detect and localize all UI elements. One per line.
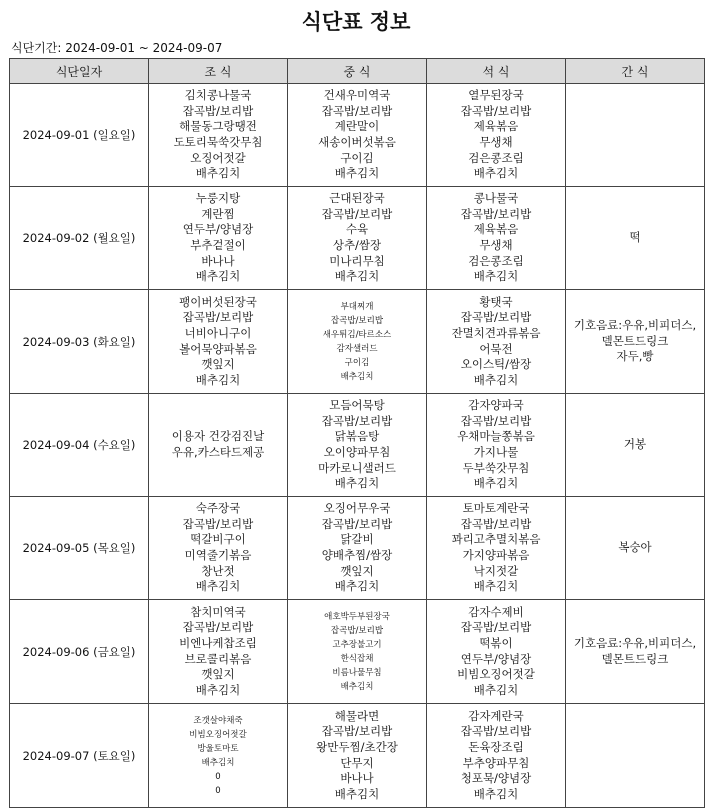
- dinner-item: 어묵전: [479, 341, 513, 356]
- lunch-item: 왕만두찜/초간장: [316, 739, 398, 754]
- breakfast-item: 브로콜리볶음: [184, 651, 252, 666]
- snack-item: 기호음료:우유,비피더스,: [573, 635, 697, 650]
- breakfast-item: 부추겉절이: [190, 238, 246, 252]
- lunch-cell: [288, 84, 427, 187]
- lunch-item: 바나나: [340, 771, 374, 786]
- dinner-item: 가지나물: [473, 445, 519, 459]
- dinner-item: 잡곡밥/보리밥: [460, 103, 532, 118]
- lunch-item: 한식잡채: [340, 653, 374, 664]
- breakfast-item: 잡곡밥/보리밥: [182, 516, 254, 531]
- dinner-item: 잔멸치견과류볶음: [451, 325, 541, 340]
- breakfast-item: 잡곡밥/보리밥: [182, 310, 254, 325]
- breakfast-item: 연두부/양념장: [182, 222, 254, 237]
- lunch-item: 닭볶음탕: [334, 429, 380, 444]
- breakfast-item: 숙주장국: [195, 501, 241, 516]
- lunch-item-list: [288, 300, 426, 384]
- lunch-item-list: [288, 398, 426, 492]
- breakfast-item: 이용자 건강검진날: [171, 429, 265, 444]
- snack-cell: [566, 84, 705, 187]
- dinner-item: 감자양파국: [468, 398, 524, 413]
- breakfast-item-list: [149, 429, 287, 460]
- breakfast-item: 계란찜: [201, 206, 235, 221]
- dinner-item-list: [427, 501, 565, 595]
- dinner-cell: [427, 290, 566, 394]
- lunch-item: 단무지: [340, 755, 374, 770]
- lunch-item: 잡곡밥/보리밥: [321, 103, 393, 118]
- lunch-item-list: [288, 610, 426, 694]
- lunch-cell: [288, 497, 427, 600]
- breakfast-item: 0: [215, 785, 221, 796]
- lunch-item: 배추김치: [334, 166, 380, 181]
- snack-item-list: [566, 318, 704, 365]
- breakfast-item: 방울토마토: [197, 743, 239, 754]
- dinner-item: 배추김치: [473, 786, 519, 801]
- page-title: 식단표 정보: [301, 10, 411, 34]
- menu-period: 식단기간: 2024-09-01 ~ 2024-09-07: [11, 41, 223, 55]
- menu-table: [9, 58, 705, 808]
- breakfast-item: 배추김치: [195, 166, 241, 181]
- breakfast-item-list: [149, 88, 287, 182]
- breakfast-item: 우유,카스타드제공: [171, 445, 265, 459]
- dinner-item: 검은콩조림: [468, 150, 524, 165]
- lunch-item: 잡곡밥/보리밥: [321, 516, 393, 531]
- lunch-cell: [288, 600, 427, 704]
- dinner-item: 꽈리고추멸치볶음: [451, 532, 541, 547]
- dinner-item: 감자수제비: [468, 604, 524, 619]
- dinner-item: 가지양파볶음: [462, 548, 530, 562]
- lunch-item: 새송이버섯볶음: [318, 135, 396, 149]
- lunch-item: 계란말이: [334, 119, 380, 134]
- breakfast-item: 비빔오징어젓갈: [189, 729, 247, 740]
- column-header-snack: 간 식: [566, 59, 705, 84]
- breakfast-item: 참치미역국: [190, 604, 246, 619]
- dinner-item: 두부쑥갓무침: [462, 460, 530, 475]
- breakfast-item: 비엔나케찹조림: [179, 635, 257, 650]
- breakfast-cell: [149, 497, 288, 600]
- dinner-item: 돈육장조림: [468, 739, 524, 754]
- lunch-item: 부대찌개: [340, 301, 374, 312]
- snack-cell: [566, 704, 705, 808]
- lunch-item: 잡곡밥/보리밥: [321, 724, 393, 739]
- lunch-item: 건새우미역국: [323, 88, 391, 103]
- lunch-cell: [288, 394, 427, 497]
- snack-cell: [566, 290, 705, 394]
- breakfast-item: 너비아니구이: [184, 325, 252, 340]
- breakfast-item: 볼어묵양파볶음: [179, 341, 257, 356]
- dinner-item: 황탯국: [479, 294, 513, 309]
- breakfast-item-list: [149, 605, 287, 699]
- table-row: [10, 187, 705, 290]
- dinner-item: 잡곡밥/보리밥: [460, 413, 532, 428]
- dinner-cell: [427, 394, 566, 497]
- breakfast-item-list: [149, 714, 287, 798]
- breakfast-cell: [149, 290, 288, 394]
- lunch-item: 닭갈비: [340, 532, 374, 547]
- dinner-cell: [427, 704, 566, 808]
- dinner-item-list: [427, 398, 565, 492]
- breakfast-item: 배추김치: [195, 579, 241, 594]
- dinner-item: 배추김치: [473, 682, 519, 697]
- dinner-item: 비빔오징어젓갈: [457, 667, 535, 682]
- dinner-item: 열무된장국: [468, 88, 524, 103]
- breakfast-item: 0: [215, 771, 221, 782]
- dinner-item: 무생채: [479, 135, 513, 149]
- dinner-item-list: [427, 709, 565, 803]
- breakfast-cell: [149, 394, 288, 497]
- column-header-lunch: 중 식: [288, 59, 427, 84]
- snack-item-list: [566, 437, 704, 453]
- date-cell: 2024-09-05 (목요일): [10, 497, 149, 600]
- dinner-item: 검은콩조림: [468, 253, 524, 268]
- date-cell: 2024-09-03 (화요일): [10, 290, 149, 394]
- table-row: [10, 497, 705, 600]
- snack-item: 복숭아: [618, 540, 652, 555]
- dinner-item-list: [427, 295, 565, 389]
- breakfast-item: 바나나: [201, 253, 235, 268]
- snack-cell: [566, 600, 705, 704]
- lunch-item: 마카로니샐러드: [318, 460, 396, 475]
- lunch-item: 수육: [345, 222, 369, 237]
- breakfast-item: 김치콩나물국: [184, 88, 252, 103]
- column-header-date: 식단일자: [10, 59, 149, 84]
- lunch-item: 양배추찜/쌈장: [321, 548, 393, 562]
- date-cell: 2024-09-04 (수요일): [10, 394, 149, 497]
- breakfast-item: 미역줄기볶음: [184, 548, 252, 562]
- lunch-item: 잡곡밥/보리밥: [321, 413, 393, 428]
- lunch-item-list: [288, 501, 426, 595]
- date-cell: 2024-09-07 (토요일): [10, 704, 149, 808]
- breakfast-item: 누룽지탕: [195, 191, 241, 206]
- lunch-item: 오징어무우국: [323, 501, 391, 516]
- date-cell: 2024-09-01 (일요일): [10, 84, 149, 187]
- dinner-item: 낙지젓갈: [473, 563, 519, 578]
- dinner-item: 잡곡밥/보리밥: [460, 724, 532, 739]
- table-row: [10, 704, 705, 808]
- dinner-cell: [427, 84, 566, 187]
- menu-body: [10, 84, 705, 808]
- dinner-item: 배추김치: [473, 579, 519, 594]
- breakfast-cell: [149, 187, 288, 290]
- snack-cell: [566, 394, 705, 497]
- lunch-item: 고추장불고기: [332, 639, 382, 650]
- breakfast-item: 깻잎지: [201, 667, 235, 682]
- snack-item: 거봉: [623, 437, 647, 452]
- dinner-item: 연두부/양념장: [460, 651, 532, 666]
- dinner-item: 무생채: [479, 238, 513, 252]
- breakfast-item: 팽이버섯된장국: [179, 294, 257, 309]
- breakfast-item: 배추김치: [195, 372, 241, 387]
- dinner-item: 잡곡밥/보리밥: [460, 620, 532, 635]
- lunch-item: 잡곡밥/보리밥: [321, 206, 393, 221]
- dinner-item-list: [427, 191, 565, 285]
- breakfast-item: 깻잎지: [201, 357, 235, 372]
- breakfast-item-list: [149, 191, 287, 285]
- lunch-item: 잡곡밥/보리밥: [330, 315, 384, 326]
- lunch-item: 해물라면: [334, 708, 380, 723]
- dinner-item-list: [427, 605, 565, 699]
- table-row: [10, 84, 705, 187]
- breakfast-item: 배추김치: [195, 682, 241, 697]
- snack-item-list: [566, 230, 704, 246]
- dinner-item: 배추김치: [473, 166, 519, 181]
- lunch-item: 모듬어묵탕: [329, 398, 385, 413]
- lunch-item: 배추김치: [334, 786, 380, 801]
- breakfast-cell: [149, 84, 288, 187]
- breakfast-item-list: [149, 295, 287, 389]
- breakfast-item: 잡곡밥/보리밥: [182, 103, 254, 118]
- lunch-item: 배추김치: [334, 476, 380, 491]
- snack-item: 델몬트드링크: [601, 333, 669, 348]
- column-header-breakfast: 조 식: [149, 59, 288, 84]
- breakfast-cell: [149, 600, 288, 704]
- dinner-cell: [427, 187, 566, 290]
- breakfast-item: 조갯살야채죽: [193, 715, 243, 726]
- breakfast-item: 배추김치: [201, 757, 235, 768]
- lunch-item: 감자샐러드: [336, 343, 378, 354]
- lunch-item: 배추김치: [334, 269, 380, 284]
- column-header-dinner: 석 식: [427, 59, 566, 84]
- lunch-item-list: [288, 709, 426, 803]
- dinner-item: 제육볶음: [473, 119, 519, 134]
- date-cell: 2024-09-06 (금요일): [10, 600, 149, 704]
- dinner-item: 배추김치: [473, 269, 519, 284]
- breakfast-item: 도토리묵쑥갓무침: [173, 135, 263, 149]
- lunch-item: 근대된장국: [329, 191, 385, 206]
- lunch-item: 새우튀김/타르소스: [322, 329, 392, 340]
- breakfast-cell: [149, 704, 288, 808]
- dinner-cell: [427, 600, 566, 704]
- dinner-item: 잡곡밥/보리밥: [460, 310, 532, 325]
- dinner-item: 배추김치: [473, 476, 519, 491]
- dinner-item: 잡곡밥/보리밥: [460, 516, 532, 531]
- dinner-item: 배추김치: [473, 372, 519, 387]
- breakfast-item: 오징어젓갈: [190, 150, 246, 165]
- breakfast-item: 해물동그랑땡전: [179, 119, 257, 134]
- lunch-item: 배추김치: [334, 579, 380, 594]
- dinner-item: 우채마늘쫑볶음: [457, 429, 535, 444]
- lunch-item-list: [288, 88, 426, 182]
- table-row: [10, 600, 705, 704]
- lunch-cell: [288, 187, 427, 290]
- header-row: [10, 59, 705, 84]
- breakfast-item: 떡갈비구이: [190, 532, 246, 547]
- snack-cell: [566, 497, 705, 600]
- snack-cell: [566, 187, 705, 290]
- lunch-item: 오이양파무침: [323, 445, 391, 459]
- dinner-item: 잡곡밥/보리밥: [460, 206, 532, 221]
- snack-item-list: [566, 636, 704, 667]
- snack-item: 자두,빵: [616, 349, 654, 364]
- dinner-item: 제육볶음: [473, 222, 519, 237]
- lunch-item-list: [288, 191, 426, 285]
- lunch-item: 잡곡밥/보리밥: [330, 625, 384, 636]
- dinner-item: 감자계란국: [468, 708, 524, 723]
- dinner-item: 오이스틱/쌈장: [460, 357, 532, 372]
- lunch-item: 구이김: [340, 150, 374, 165]
- lunch-item: 애호박두부된장국: [324, 611, 390, 622]
- table-row: [10, 394, 705, 497]
- dinner-cell: [427, 497, 566, 600]
- dinner-item: 떡볶이: [479, 635, 513, 650]
- lunch-item: 깻잎지: [340, 563, 374, 578]
- lunch-item: 비름나물무침: [332, 667, 382, 678]
- dinner-item: 콩나물국: [473, 191, 519, 206]
- dinner-item: 부추양파무침: [462, 755, 530, 770]
- snack-item: 떡: [629, 230, 641, 245]
- breakfast-item-list: [149, 501, 287, 595]
- date-cell: 2024-09-02 (월요일): [10, 187, 149, 290]
- dinner-item: 토마토계란국: [462, 501, 530, 516]
- breakfast-item: 창난젓: [201, 563, 235, 578]
- table-row: [10, 290, 705, 394]
- lunch-item: 구이김: [344, 357, 370, 368]
- lunch-item: 배추김치: [340, 371, 374, 382]
- breakfast-item: 잡곡밥/보리밥: [182, 620, 254, 635]
- dinner-item-list: [427, 88, 565, 182]
- lunch-item: 배추김치: [340, 681, 374, 692]
- snack-item-list: [566, 540, 704, 556]
- lunch-cell: [288, 290, 427, 394]
- snack-item: 기호음료:우유,비피더스,: [573, 318, 697, 333]
- lunch-cell: [288, 704, 427, 808]
- dinner-item: 청포묵/양념장: [460, 771, 532, 786]
- breakfast-item: 배추김치: [195, 269, 241, 284]
- lunch-item: 상추/쌈장: [332, 238, 382, 252]
- snack-item: 델몬트드링크: [601, 651, 669, 666]
- lunch-item: 미나리무침: [329, 253, 385, 268]
